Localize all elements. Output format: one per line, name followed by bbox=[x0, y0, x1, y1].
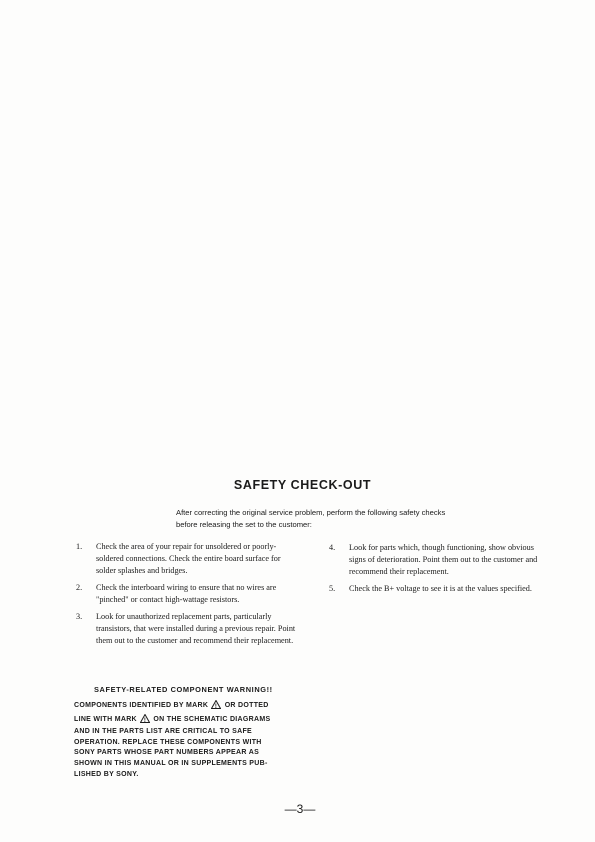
list-item bbox=[329, 542, 545, 578]
list-item bbox=[76, 582, 300, 606]
warning-line bbox=[74, 714, 298, 728]
list-item bbox=[76, 611, 300, 647]
warning-line-text: ON THE SCHEMATIC DIAGRAMS bbox=[153, 715, 271, 723]
item-number: 5. bbox=[329, 584, 336, 593]
list-item bbox=[329, 583, 545, 595]
item-number: 3. bbox=[76, 612, 83, 621]
item-text: Look for parts which, though functioning, show obvious signs of deterioration. Point them out to the customer and recommend their replacement. bbox=[349, 543, 538, 576]
warning-line bbox=[74, 700, 298, 714]
warning-line: AND IN THE PARTS LIST ARE CRITICAL TO SAFE bbox=[74, 728, 253, 736]
warning-line-text: COMPONENTS IDENTIFIED BY MARK bbox=[74, 702, 209, 709]
warning-line-text: LINE WITH MARK bbox=[74, 715, 137, 723]
item-text: Check the B+ voltage to see it is at the values specified. bbox=[349, 584, 532, 593]
item-number: 4. bbox=[329, 543, 336, 552]
svg-text:!: ! bbox=[215, 703, 218, 709]
item-number: 1. bbox=[76, 542, 83, 551]
page-title: SAFETY CHECK-OUT bbox=[233, 478, 372, 492]
warning-line: LISHED BY SONY. bbox=[74, 770, 139, 778]
item-text: Look for unauthorized replacement parts, particularly transistors, that were installed during a previous repair. Point them out to the customer and recommend their replacement. bbox=[96, 612, 296, 645]
warning-line: OPERATION. REPLACE THESE COMPONENTS WITH bbox=[74, 738, 262, 746]
page-number: —3— bbox=[284, 802, 316, 816]
safety-checks-left bbox=[76, 541, 300, 652]
safety-checks-right bbox=[329, 542, 545, 600]
svg-text:!: ! bbox=[144, 717, 147, 723]
list-item bbox=[76, 541, 300, 577]
warning-text bbox=[74, 700, 298, 780]
warning-line: SONY PARTS WHOSE PART NUMBERS APPEAR AS bbox=[74, 749, 260, 757]
intro-paragraph: After correcting the original service problem, perform the following safety checks before releasing the set to the customer: bbox=[176, 508, 446, 529]
warning-triangle-icon bbox=[211, 700, 221, 714]
item-number: 2. bbox=[76, 583, 83, 592]
item-text: Check the area of your repair for unsoldered or poorly-soldered connections. Check the entire board surface for solder splashes and bridges. bbox=[96, 542, 281, 575]
warning-triangle-icon bbox=[140, 714, 150, 728]
warning-line: SHOWN IN THIS MANUAL OR IN SUPPLEMENTS PUB- bbox=[74, 759, 268, 767]
warning-line-text: OR DOTTED bbox=[224, 702, 269, 709]
item-text: Check the interboard wiring to ensure that no wires are "pinched" or contact high-wattage resistors. bbox=[96, 583, 277, 604]
warning-heading: SAFETY-RELATED COMPONENT WARNING!! bbox=[94, 685, 273, 694]
